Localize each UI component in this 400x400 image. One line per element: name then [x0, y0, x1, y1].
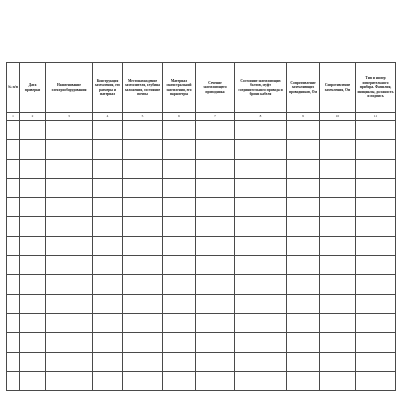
header-grounding-resistance: Сопротивление заземления, Ом — [320, 63, 356, 113]
column-number: 10 — [320, 113, 356, 121]
column-number: 9 — [287, 113, 320, 121]
table-cell — [20, 313, 46, 332]
table-row — [7, 275, 396, 294]
table-cell — [46, 352, 93, 371]
table-cell — [287, 140, 320, 159]
table-cell — [235, 333, 287, 352]
table-cell — [196, 140, 235, 159]
table-cell — [20, 294, 46, 313]
table-cell — [123, 178, 163, 197]
table-row — [7, 121, 396, 140]
column-number: 11 — [356, 113, 396, 121]
table-cell — [356, 198, 396, 217]
table-cell — [163, 371, 196, 390]
table-cell — [7, 217, 20, 236]
table-cell — [20, 333, 46, 352]
table-cell — [287, 178, 320, 197]
table-cell — [7, 294, 20, 313]
table-cell — [320, 198, 356, 217]
table-cell — [287, 333, 320, 352]
table-cell — [287, 275, 320, 294]
table-cell — [46, 333, 93, 352]
table-cell — [287, 217, 320, 236]
table-cell — [93, 198, 123, 217]
table-cell — [46, 121, 93, 140]
table-cell — [93, 275, 123, 294]
table-cell — [123, 140, 163, 159]
table-row — [7, 294, 396, 313]
table-cell — [123, 198, 163, 217]
table-cell — [320, 352, 356, 371]
table-cell — [7, 313, 20, 332]
table-cell — [93, 121, 123, 140]
header-row — [7, 63, 396, 113]
table-cell — [356, 352, 396, 371]
table-cell — [7, 121, 20, 140]
table-cell — [356, 140, 396, 159]
table-cell — [163, 352, 196, 371]
table-cell — [93, 140, 123, 159]
table-cell — [196, 217, 235, 236]
table-cell — [320, 333, 356, 352]
table-cell — [235, 275, 287, 294]
header-number: № п/п — [7, 63, 20, 113]
table-cell — [163, 198, 196, 217]
table-cell — [320, 371, 356, 390]
table-cell — [46, 217, 93, 236]
table-cell — [356, 313, 396, 332]
table-cell — [20, 217, 46, 236]
table-cell — [123, 333, 163, 352]
table-cell — [93, 159, 123, 178]
table-cell — [20, 236, 46, 255]
table-cell — [123, 313, 163, 332]
table-cell — [93, 217, 123, 236]
table-row — [7, 236, 396, 255]
table-cell — [46, 294, 93, 313]
header-equipment-name: Наименование электрооборудования — [46, 63, 93, 113]
table-cell — [196, 121, 235, 140]
table-cell — [20, 159, 46, 178]
table-cell — [235, 294, 287, 313]
table-cell — [93, 294, 123, 313]
table-cell — [287, 371, 320, 390]
column-number-row — [7, 113, 396, 121]
table-cell — [287, 256, 320, 275]
table-cell — [163, 275, 196, 294]
table-cell — [46, 178, 93, 197]
table-cell — [196, 159, 235, 178]
table-cell — [287, 121, 320, 140]
table-cell — [320, 275, 356, 294]
table-row — [7, 140, 396, 159]
table-row — [7, 371, 396, 390]
table-cell — [7, 256, 20, 275]
table-cell — [356, 333, 396, 352]
table-cell — [46, 159, 93, 178]
column-number: 5 — [123, 113, 163, 121]
table-cell — [235, 217, 287, 236]
header-main-material: Материал магистральной заземления, его параметры — [163, 63, 196, 113]
column-number: 8 — [235, 113, 287, 121]
table-cell — [7, 333, 20, 352]
table-cell — [123, 159, 163, 178]
table-cell — [320, 313, 356, 332]
table-cell — [93, 371, 123, 390]
header-inspection-date: Дата проверки — [20, 63, 46, 113]
table-cell — [7, 371, 20, 390]
table-cell — [287, 294, 320, 313]
column-number: 1 — [7, 113, 20, 121]
grounding-inspection-table — [6, 62, 396, 391]
table-cell — [320, 121, 356, 140]
table-cell — [46, 313, 93, 332]
table-row — [7, 313, 396, 332]
table-cell — [356, 371, 396, 390]
table-cell — [235, 313, 287, 332]
table-cell — [356, 159, 396, 178]
table-cell — [320, 256, 356, 275]
column-number: 7 — [196, 113, 235, 121]
table-cell — [7, 198, 20, 217]
table-row — [7, 217, 396, 236]
table-row — [7, 333, 396, 352]
table-cell — [46, 275, 93, 294]
table-cell — [196, 371, 235, 390]
table-cell — [7, 178, 20, 197]
table-cell — [320, 159, 356, 178]
table-cell — [320, 217, 356, 236]
table-cell — [235, 121, 287, 140]
table-cell — [196, 236, 235, 255]
table-cell — [163, 178, 196, 197]
table-cell — [163, 236, 196, 255]
table-cell — [356, 236, 396, 255]
table-cell — [7, 236, 20, 255]
table-cell — [20, 256, 46, 275]
table-cell — [356, 294, 396, 313]
table-cell — [163, 121, 196, 140]
table-cell — [235, 352, 287, 371]
header-instrument-signature: Тип и номер измерительного прибора. Фамилия, инициалы, должность и подпись — [356, 63, 396, 113]
table-cell — [46, 236, 93, 255]
table-cell — [196, 256, 235, 275]
table-cell — [163, 333, 196, 352]
table-row — [7, 198, 396, 217]
table-cell — [287, 236, 320, 255]
table-cell — [196, 275, 235, 294]
table-cell — [20, 121, 46, 140]
table-cell — [356, 256, 396, 275]
column-number: 4 — [93, 113, 123, 121]
table-cell — [20, 275, 46, 294]
table-cell — [163, 140, 196, 159]
column-number: 3 — [46, 113, 93, 121]
header-bolt-condition: Состояние заземляющих болтов, муфт соединительного провода и брони кабеля — [235, 63, 287, 113]
table-cell — [20, 371, 46, 390]
header-grounding-location: Местонахождение заземлителя, глубина заложения, состояние почвы — [123, 63, 163, 113]
table-cell — [235, 256, 287, 275]
table-cell — [46, 371, 93, 390]
table-cell — [20, 198, 46, 217]
table-cell — [235, 178, 287, 197]
table-cell — [356, 121, 396, 140]
table-cell — [7, 140, 20, 159]
table-cell — [123, 294, 163, 313]
table-cell — [235, 198, 287, 217]
table-cell — [7, 352, 20, 371]
table-cell — [287, 352, 320, 371]
table-cell — [320, 236, 356, 255]
table-cell — [7, 275, 20, 294]
table-cell — [123, 371, 163, 390]
table-cell — [123, 236, 163, 255]
table-cell — [356, 275, 396, 294]
table-cell — [287, 313, 320, 332]
header-conductor-resistance: Сопротивление заземляющих проводников, Ом — [287, 63, 320, 113]
table-cell — [196, 294, 235, 313]
table-cell — [163, 159, 196, 178]
table-cell — [93, 178, 123, 197]
table-cell — [320, 178, 356, 197]
table-cell — [356, 178, 396, 197]
table-cell — [287, 159, 320, 178]
table-cell — [93, 333, 123, 352]
table-cell — [196, 313, 235, 332]
table-cell — [320, 140, 356, 159]
table-cell — [93, 352, 123, 371]
table-cell — [163, 294, 196, 313]
table-cell — [356, 217, 396, 236]
table-cell — [20, 140, 46, 159]
table-cell — [235, 159, 287, 178]
table-cell — [123, 256, 163, 275]
table-cell — [235, 236, 287, 255]
table-cell — [93, 256, 123, 275]
table-row — [7, 159, 396, 178]
column-number: 6 — [163, 113, 196, 121]
table-cell — [46, 198, 93, 217]
header-conductor-section: Сечение заземляющего проводника — [196, 63, 235, 113]
table-cell — [163, 256, 196, 275]
table-cell — [196, 178, 235, 197]
table-cell — [196, 333, 235, 352]
table-cell — [163, 217, 196, 236]
table-cell — [93, 236, 123, 255]
table-cell — [123, 217, 163, 236]
table-cell — [235, 140, 287, 159]
table-cell — [93, 313, 123, 332]
table-cell — [196, 198, 235, 217]
table-row — [7, 352, 396, 371]
table-cell — [46, 256, 93, 275]
table-cell — [46, 140, 93, 159]
table-cell — [7, 159, 20, 178]
table-cell — [196, 352, 235, 371]
table-cell — [320, 294, 356, 313]
column-number: 2 — [20, 113, 46, 121]
table-cell — [235, 371, 287, 390]
table-cell — [163, 313, 196, 332]
table-cell — [123, 352, 163, 371]
header-grounding-design: Конструкция заземления, его размеры и материал — [93, 63, 123, 113]
table-cell — [123, 121, 163, 140]
table-row — [7, 256, 396, 275]
table-cell — [20, 178, 46, 197]
table-cell — [20, 352, 46, 371]
table-row — [7, 178, 396, 197]
table-cell — [123, 275, 163, 294]
table-cell — [287, 198, 320, 217]
